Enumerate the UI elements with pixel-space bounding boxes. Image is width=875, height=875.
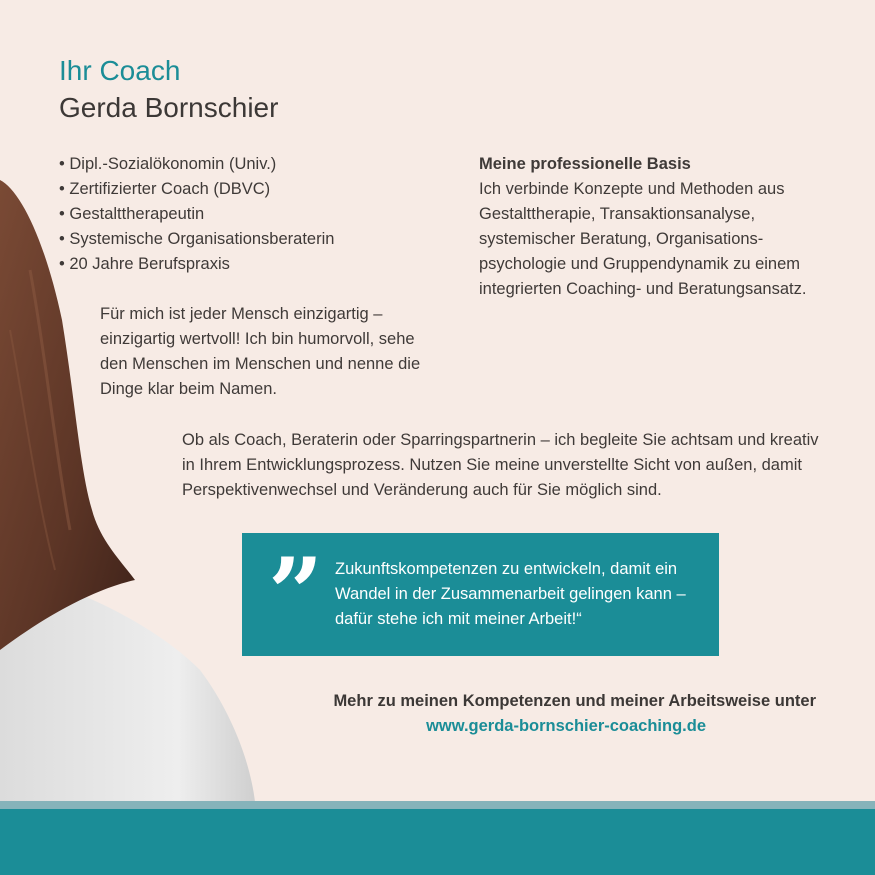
credential-item: • 20 Jahre Berufspraxis	[59, 252, 334, 277]
footer-divider	[0, 801, 875, 809]
basis-heading: Meine professionelle Basis	[479, 155, 691, 173]
section-label: Ihr Coach	[59, 55, 181, 86]
quote-box	[242, 533, 719, 656]
quote-mark-icon: ”	[268, 537, 324, 650]
website-link[interactable]: www.gerda-bornschier-coaching.de	[426, 717, 706, 735]
personal-statement: Für mich ist jeder Mensch einzigartig – einzigartig wertvoll! Ich bin humorvoll, sehe den Menschen im Menschen und nenne die Dinge klar beim Namen.	[100, 305, 421, 398]
quote-text: Zukunftskompetenzen zu entwickeln, damit ein Wandel in der Zusammenarbeit gelingen kann – dafür stehe ich mit meiner Arbeit!“	[335, 560, 686, 628]
credential-item: • Gestalttherapeutin	[59, 202, 334, 227]
more-info-text: Mehr zu meinen Kompetenzen und meiner Arbeitsweise unter	[333, 692, 816, 710]
credentials-list	[59, 152, 334, 277]
approach-paragraph: Ob als Coach, Beraterin oder Sparringspartnerin – ich begleite Sie achtsam und kreativ in Ihrem Entwicklungsprozess. Nutzen Sie meine unverstellte Sicht von außen, damit Perspektivenwechsel und Veränderung auch für Sie möglich sind.	[182, 431, 819, 499]
credential-item: • Systemische Organisationsberaterin	[59, 227, 334, 252]
credential-item: • Zertifizierter Coach (DBVC)	[59, 177, 334, 202]
coach-name: Gerda Bornschier	[59, 92, 279, 123]
footer-band	[0, 809, 875, 875]
credential-item: • Dipl.-Sozialökonomin (Univ.)	[59, 152, 334, 177]
basis-text: Ich verbinde Konzepte und Methoden aus Gestalttherapie, Transaktionsanalyse, systemischer Beratung, Organisations-psychologie und Gruppendynamik zu einem integrierten Coaching- und Beratungsansatz.	[479, 180, 807, 298]
